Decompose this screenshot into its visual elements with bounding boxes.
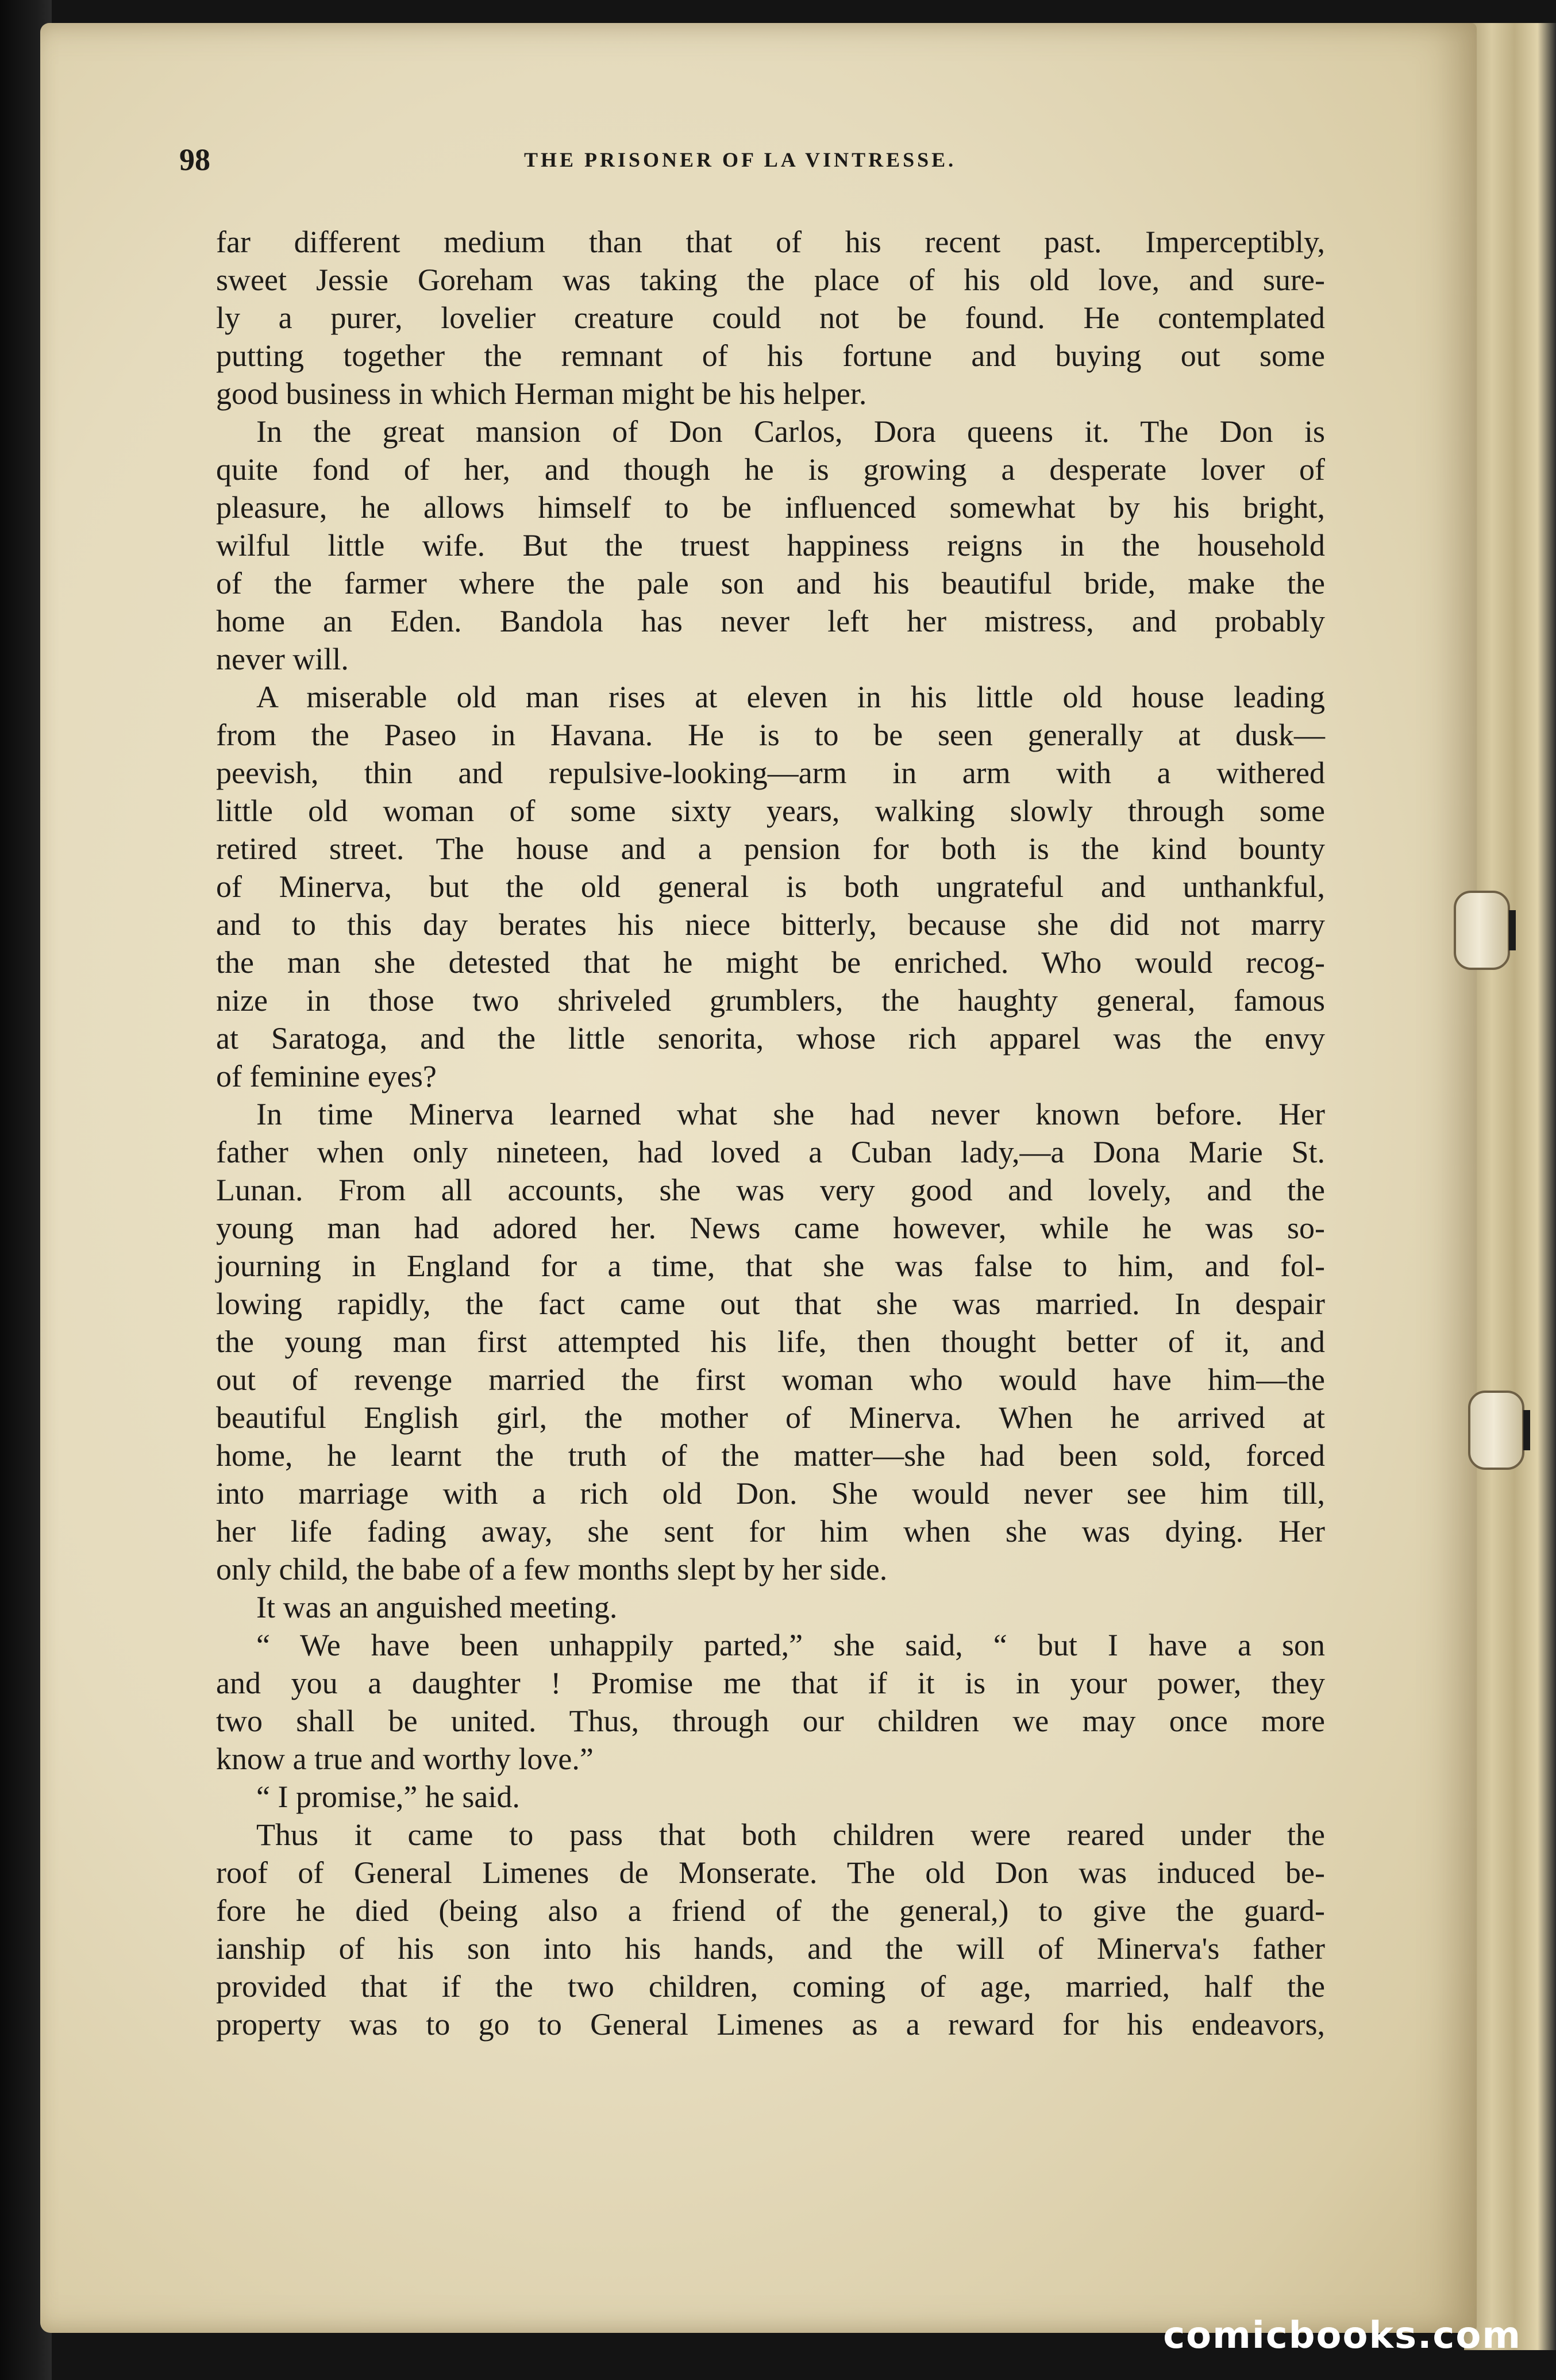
text-line: quite fond of her, and though he is growing a desperate lover of xyxy=(216,452,1325,487)
text-line: two shall be united. Thus, through our children we may once more xyxy=(216,1704,1325,1738)
text-line: pleasure, he allows himself to be influenced somewhat by his bright, xyxy=(216,490,1325,525)
text-line: from the Paseo in Havana. He is to be seen generally at dusk— xyxy=(216,718,1325,752)
page-header xyxy=(179,137,1484,183)
text-line: young man had adored her. News came however, while he was so- xyxy=(216,1211,1325,1245)
text-line: home, he learnt the truth of the matter—she had been sold, forced xyxy=(216,1438,1325,1473)
text-line: home an Eden. Bandola has never left her mistress, and probably xyxy=(216,604,1325,638)
text-line: know a true and worthy love.” xyxy=(216,1742,594,1776)
text-line: roof of General Limenes de Monserate. The old Don was induced be- xyxy=(216,1855,1325,1890)
text-line: Lunan. From all accounts, she was very good and lovely, and the xyxy=(216,1173,1325,1207)
binding-clip xyxy=(1468,1391,1524,1470)
text-line: out of revenge married the first woman who would have him—the xyxy=(216,1362,1325,1397)
page-number: 98 xyxy=(179,143,210,177)
text-line: fore he died (being also a friend of the general,) to give the guard- xyxy=(216,1893,1325,1928)
page-stack-edge xyxy=(1464,23,1556,2350)
text-line: the young man first attempted his life, then thought better of it, and xyxy=(216,1324,1325,1359)
text-line: In time Minerva learned what she had never known before. Her xyxy=(256,1097,1325,1131)
running-title: THE PRISONER OF LA VINTRESSE. xyxy=(524,148,957,171)
text-line: father when only nineteen, had loved a Cuban lady,—a Dona Marie St. xyxy=(216,1135,1325,1169)
body-text xyxy=(216,223,1325,2043)
text-line: and to this day berates his niece bitterly, because she did not marry xyxy=(216,907,1325,942)
text-line: retired street. The house and a pension for both is the kind bounty xyxy=(216,831,1325,866)
text-line: ianship of his son into his hands, and the will of Minerva's father xyxy=(216,1931,1325,1966)
watermark: comicbooks.com xyxy=(1163,2314,1522,2357)
text-line: beautiful English girl, the mother of Minerva. When he arrived at xyxy=(216,1400,1325,1435)
text-line: far different medium than that of his recent past. Imperceptibly, xyxy=(216,225,1325,259)
text-line: only child, the babe of a few months slept by her side. xyxy=(216,1552,888,1586)
text-line: journing in England for a time, that she was false to him, and fol- xyxy=(216,1249,1325,1283)
text-line: into marriage with a rich old Don. She would never see him till, xyxy=(216,1476,1325,1511)
text-line: provided that if the two children, coming of age, married, half the xyxy=(216,1969,1325,2004)
text-line: of the farmer where the pale son and his beautiful bride, make the xyxy=(216,566,1325,600)
text-line: peevish, thin and repulsive-looking—arm in arm with a withered xyxy=(216,756,1325,790)
text-line: Thus it came to pass that both children were reared under the xyxy=(256,1817,1325,1852)
text-line: little old woman of some sixty years, walking slowly through some xyxy=(216,794,1325,828)
text-line: the man she detested that he might be enriched. Who would recog- xyxy=(216,945,1325,980)
text-line: at Saratoga, and the little senorita, whose rich apparel was the envy xyxy=(216,1021,1325,1056)
text-line: never will. xyxy=(216,642,349,676)
text-line: good business in which Herman might be his helper. xyxy=(216,376,867,411)
text-line: nize in those two shriveled grumblers, the haughty general, famous xyxy=(216,983,1325,1018)
text-line: sweet Jessie Goreham was taking the place of his old love, and sure- xyxy=(216,263,1325,297)
text-line: and you a daughter ! Promise me that if it is in your power, they xyxy=(216,1666,1325,1700)
text-line: of Minerva, but the old general is both ungrateful and unthankful, xyxy=(216,869,1325,904)
text-line: In the great mansion of Don Carlos, Dora queens it. The Don is xyxy=(256,414,1325,449)
text-line: lowing rapidly, the fact came out that she was married. In despair xyxy=(216,1287,1325,1321)
text-line: “ We have been unhappily parted,” she said, “ but I have a son xyxy=(256,1628,1325,1662)
text-line: “ I promise,” he said. xyxy=(256,1780,520,1814)
binding-clip xyxy=(1454,891,1510,970)
text-line: putting together the remnant of his fortune and buying out some xyxy=(216,338,1325,373)
text-line: of feminine eyes? xyxy=(216,1059,437,1093)
text-line: ly a purer, lovelier creature could not be found. He contemplated xyxy=(216,301,1325,335)
text-line: her life fading away, she sent for him when she was dying. Her xyxy=(216,1514,1325,1549)
text-line: property was to go to General Limenes as a reward for his endeavors, xyxy=(216,2007,1325,2042)
text-line: A miserable old man rises at eleven in his little old house leading xyxy=(256,680,1325,714)
text-line: It was an anguished meeting. xyxy=(256,1590,618,1624)
text-line: wilful little wife. But the truest happiness reigns in the household xyxy=(216,528,1325,563)
